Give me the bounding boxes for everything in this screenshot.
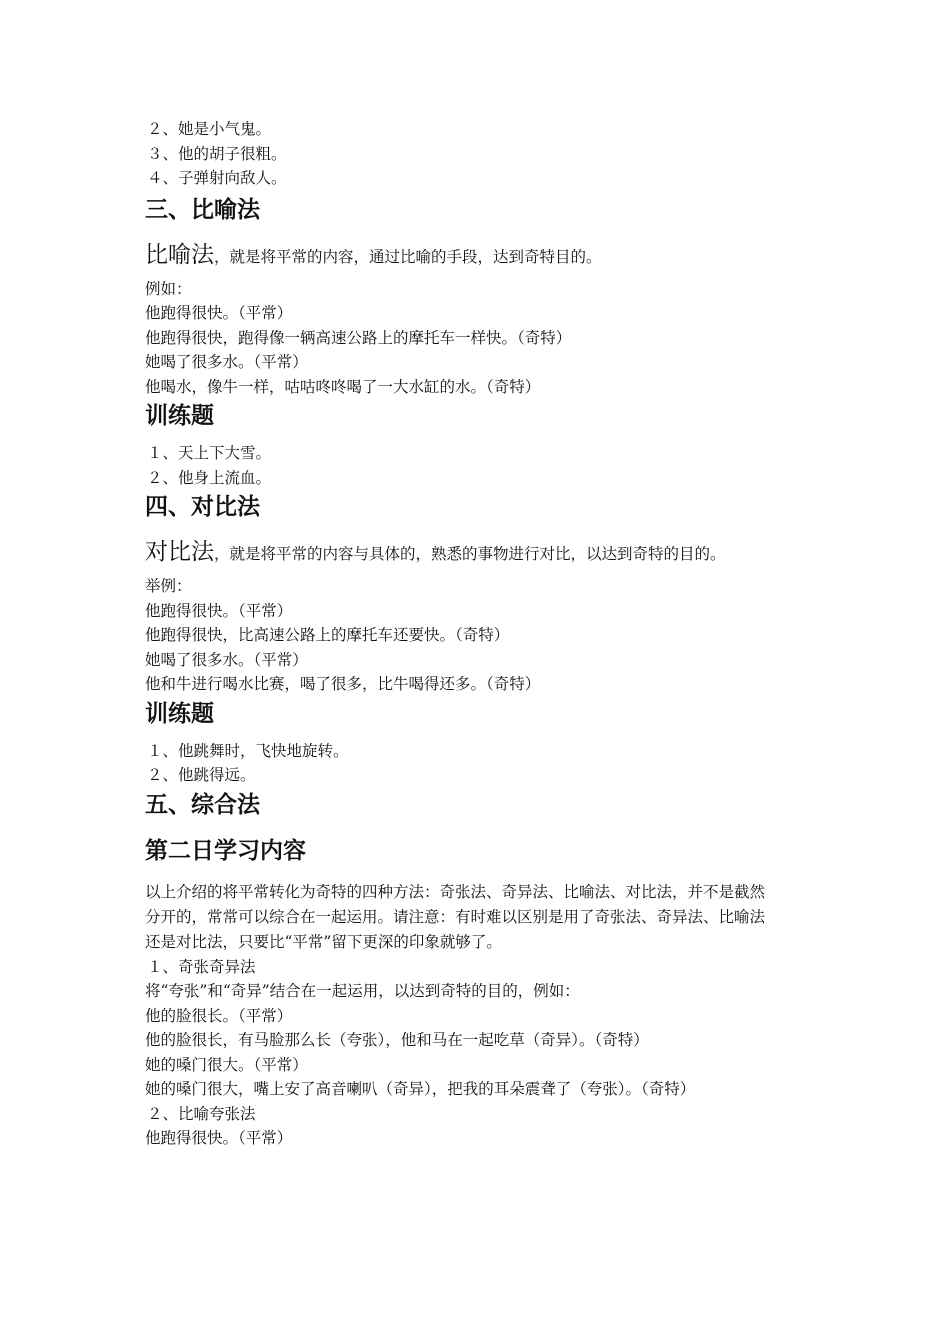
list-item: ２、他身上流血。 [147,468,272,487]
section-heading-contrast: 四、对比法 [145,493,260,520]
list-item: ４、子弹射向敌人。 [147,169,287,187]
day2-heading: 第二日学习内容 [145,836,306,864]
section-heading-combined: 五、综合法 [145,790,260,818]
definition-metaphor [145,235,825,277]
example-label: 举例： [145,577,192,595]
definition-text: ，就是将平常的内容与具体的，熟悉的事物进行对比，以达到奇特的目的。 [214,545,726,563]
method-title: ２、比喻夸张法 [147,1104,256,1123]
definition-text: ，就是将平常的内容，通过比喻的手段，达到奇特目的。 [214,247,602,266]
example-line: 他喝水，像牛一样，咕咕咚咚喝了一大水缸的水。（奇特） [145,377,541,396]
method-title: １、奇张奇异法 [147,957,256,976]
intro-line: 以上介绍的将平常转化为奇特的四种方法：奇张法、奇异法、比喻法、对比法，并不是截然 [145,882,766,901]
example-label: 例如： [145,279,192,298]
list-item: ３、他的胡子很粗。 [147,144,287,163]
definition-contrast [145,532,825,574]
example-line: 她喝了很多水。（平常） [145,650,308,669]
exercise-heading: 训练题 [145,402,214,429]
intro-line: 还是对比法，只要比“平常”留下更深的印象就够了。 [145,932,502,951]
example-line: 他和牛进行喝水比赛，喝了很多，比牛喝得还多。（奇特） [145,675,541,693]
intro-line: 分开的，常常可以综合在一起运用。请注意：有时难以区别是用了奇张法、奇异法、比喻法 [145,907,766,926]
list-item: １、天上下大雪。 [147,444,272,462]
example-line: 将“夸张”和“奇异”结合在一起运用，以达到奇特的目的，例如： [145,982,580,1000]
list-item: ２、她是小气鬼。 [147,120,272,138]
example-line: 他跑得很快。（平常） [145,1129,293,1147]
list-item: １、他跳舞时，飞快地旋转。 [147,741,349,760]
example-line: 他的脸很长，有马脸那么长（夸张），他和马在一起吃草（奇异）。（奇特） [145,1031,649,1049]
example-line: 他跑得很快，比高速公路上的摩托车还要快。（奇特） [145,626,510,644]
document-page [145,117,825,1151]
example-line: 他跑得很快，跑得像一辆高速公路上的摩托车一样快。（奇特） [145,328,572,347]
example-line: 他跑得很快。（平常） [145,601,293,620]
example-line: 她的嗓门很大。（平常） [145,1055,308,1074]
example-line: 她喝了很多水。（平常） [145,353,308,371]
section-heading-metaphor: 三、比喻法 [145,195,260,223]
example-line: 他的脸很长。（平常） [145,1006,293,1025]
exercise-heading: 训练题 [145,699,214,727]
example-line: 他跑得很快。（平常） [145,304,293,322]
definition-term: 比喻法 [145,241,214,268]
list-item: ２、他跳得远。 [147,766,256,784]
definition-term: 对比法 [145,539,214,565]
example-line: 她的嗓门很大，嘴上安了高音喇叭（奇异），把我的耳朵震聋了（夸张）。（奇特） [145,1080,696,1098]
